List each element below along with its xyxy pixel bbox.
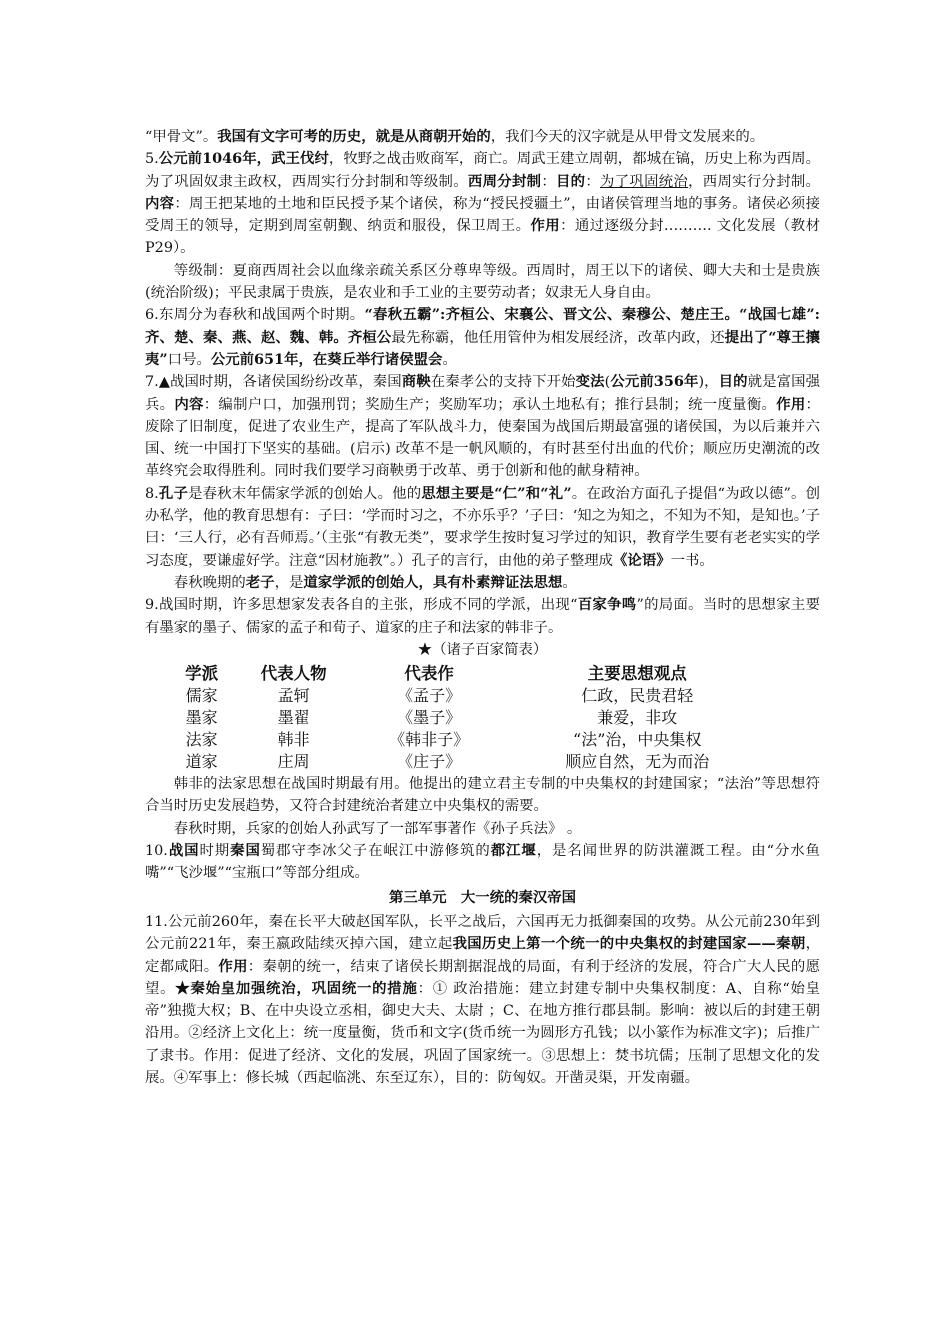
paragraph-sun-zi: 春秋时期，兵家的创始人孙武写了一部军事著作《孙子兵法》 。 <box>173 820 582 837</box>
text: ：秦朝的统一，结束了诸侯长期割据混战的局面，有利于经济的发展，符合广大人民的愿望。 <box>145 958 820 997</box>
bold-text: ★秦始皇加强统治，巩固统一的措施 <box>175 979 418 997</box>
bold-text: 我国有文字可考的历史，就是从商朝开始的 <box>217 128 491 145</box>
table-row <box>171 729 771 751</box>
text: ： <box>541 173 556 190</box>
text: 5. <box>145 151 159 168</box>
text: ，西周实行分封制。 <box>688 173 820 190</box>
bold-text: 作用 <box>530 217 561 235</box>
paragraph-5-western-zhou <box>145 148 820 259</box>
paragraph-10-dujiangyan <box>145 840 820 885</box>
bold-text: 作用 <box>218 957 248 975</box>
text: 时期 <box>199 843 231 860</box>
text: ，我们今天的汉字就是从甲骨文发展来的。 <box>490 129 765 145</box>
table-cell: “法”治，中央集权 <box>573 730 702 750</box>
text: 就是富国强兵。 <box>145 374 820 413</box>
table-cell: 《孟子》 <box>397 686 462 706</box>
table-cell: 庄周 <box>277 752 310 772</box>
text: 在秦孝公的支持下开始 <box>430 374 576 391</box>
text: 11.公元前260年，秦在长平大破赵国军队，长平之战后，六国再无力抵御秦国的攻势。从公元前230年到公元前221年，秦王嬴政陆续灭掉六国，建立起 <box>145 913 820 953</box>
text: 7.▲战国时期，各诸侯国纷纷改革，秦国 <box>145 374 402 391</box>
text: ：废除了旧制度，促进了农业生产，提高了军队战斗力，使秦国为战国后期最富强的诸侯国，为以后兼并六国、统一中国打下坚实的基础。(启示) 改革不是一帆风顺的，有时甚至付出血的代价；顺应历史潮流的改革终究会取得胜利。同时我们要学习商鞅勇于改革、勇于创新和他的献身精神。 <box>145 396 820 480</box>
table-cell: 兼爱，非攻 <box>597 708 678 728</box>
table-cell: 法家 <box>185 730 218 750</box>
table-cell: 孟轲 <box>277 686 310 706</box>
text: ，定都咸阳。 <box>145 936 821 975</box>
bold-text: 西周分封制 <box>467 172 542 190</box>
table-cell: 墨翟 <box>277 708 310 728</box>
table-row <box>171 685 771 707</box>
text: 8. <box>145 485 159 502</box>
text: “甲骨文”。 <box>145 129 218 145</box>
unit-heading: 第三单元 大一统的秦汉帝国 <box>388 888 577 906</box>
text: 10. <box>145 843 168 860</box>
bold-text: 我国历史上第一个统一的中央集权的封建国家——秦朝 <box>452 935 806 953</box>
bold-text: “春秋五霸”:齐桓公、宋襄公、晋文公、秦穆公、楚庄王。“战国七雄”:齐、楚、秦、燕、赵、魏、韩。 <box>145 306 820 346</box>
document-page <box>145 126 820 1089</box>
table-caption: ★（诸子百家简表） <box>417 641 548 658</box>
bold-text: 公元前356年 <box>610 373 699 391</box>
paragraph-8-confucius <box>145 483 820 572</box>
table-cell: 《庄子》 <box>397 752 462 772</box>
bold-text: 老子 <box>245 573 275 591</box>
text: 6.东周分为春秋和战国两个时期。 <box>145 307 365 324</box>
text: 口号。 <box>167 351 211 368</box>
table-cell: 韩非 <box>277 730 310 750</box>
table-cell: 墨家 <box>185 708 218 728</box>
bold-text: 《论语》 <box>613 551 671 569</box>
paragraph-7-shang-yang <box>145 371 820 482</box>
schools-table <box>171 663 771 773</box>
column-header-figure: 代表人物 <box>260 664 327 684</box>
underlined-text: 为了巩固统治 <box>600 173 689 190</box>
text: ，是名闻世界的防洪灌溉工程。由“分水鱼嘴”“飞沙堰”“宝瓶口”等部分组成。 <box>145 843 820 882</box>
text: ：周王把某地的土地和臣民授予某个诸侯，称为“授民授疆土”，由诸侯管理当地的事务。诸侯必须接受周王的领导，定期到周室朝觐、纳贡和服役，保卫周王。 <box>145 195 820 235</box>
text: 最先称霸，他任用管仲为相发展经济，改革内政，还 <box>391 329 725 346</box>
text: ：编制户口，加强刑罚；奖励生产；奖励军功；承认土地私有；推行县制；统一度量衡。 <box>203 396 777 413</box>
table-cell: 仁政，民贵君轻 <box>581 686 694 706</box>
paragraph-laozi <box>145 572 820 594</box>
text: ( <box>604 374 611 391</box>
paragraph-6-eastern-zhou <box>145 304 820 371</box>
table-header-row <box>171 663 771 685</box>
text: ：① 政治措施：建立封建专制中央集权制度：A、自称“始皇帝”独揽大权；B、在中央设立丞相，御史大夫、太尉 ；C、在地方推行郡县制。影响：被以后的封建王朝沿用。②经济上文化上：统一度量衡，货币和文字(货币统一为圆形方孔钱；以小篆作为标准文字)；后推广了隶书。作用：促进了经济、文化的发展，巩固了国家统一。③思想上：焚书坑儒；压制了思想文化的发展。④军事上：修长城（西起临洮、东至辽东），目的：防匈奴。开凿灵渠，开发南疆。 <box>145 980 820 1086</box>
text: 。 <box>442 351 457 368</box>
table-row <box>171 707 771 729</box>
bold-text: 内容 <box>174 395 204 413</box>
bold-text: 目的 <box>556 172 586 190</box>
text: 春秋晚期的 <box>173 574 246 591</box>
table-cell: 《韩非子》 <box>389 730 470 750</box>
bold-text: 都江堰 <box>490 842 537 860</box>
bold-text: 内容 <box>145 194 175 212</box>
column-header-ideas: 主要思想观点 <box>587 664 687 684</box>
bold-text: 道家学派的创始人，具有朴素辩证法思想 <box>303 573 563 591</box>
paragraph-9-hundred-schools <box>145 594 820 639</box>
bold-text: 秦国 <box>230 842 261 860</box>
paragraph-han-fei: 韩非的法家思想在战国时期最有用。他提出的建立君主专制的中央集权的封建国家；“法治”等思想符合当时历史发展趋势，又符合封建统治者建立中央集权的需要。 <box>145 776 820 815</box>
bold-text: 公元前651年，在葵丘举行诸侯盟会 <box>210 350 443 368</box>
paragraph-rank-system: 等级制：夏商西周社会以血缘亲疏关系区分尊卑等级。西周时，周王以下的诸侯、卿大夫和士是贵族(统治阶级)；平民隶属于贵族，是农业和手工业的主要劳动者；奴隶无人身自由。 <box>145 262 820 302</box>
text: 。 <box>562 574 577 591</box>
paragraph-oracle-bone <box>145 126 820 148</box>
bold-text: 变法 <box>575 373 605 391</box>
text: 一书。 <box>670 552 714 569</box>
text: 蜀郡守李冰父子在岷江中游修筑的 <box>260 843 491 860</box>
bold-text: 商鞅 <box>401 373 431 391</box>
text: ”的局面。当时的思想家主要有墨家的墨子、儒家的孟子和荀子、道家的庄子和法家的韩非子。 <box>145 597 820 636</box>
paragraph-11-qin-unification <box>145 911 820 1089</box>
text: 。在政治方面孔子提倡“为政以德”。创办私学，他的教育思想有：子曰：‘学而时习之，不亦乐乎？’子曰：‘知之为知之，不知为不知，是知也。’子曰：‘三人行，必有吾师焉。’（主张“有教无类”，要求学生按时复习学过的知识，教育学生要有老老实实的学习态度，要谦虚好学。注意“因材施教”。）孔子的言行，由他的弟子整理成 <box>145 485 820 569</box>
table-cell: 儒家 <box>185 686 218 706</box>
bold-text: 目的 <box>718 373 748 391</box>
column-header-work: 代表作 <box>404 664 454 684</box>
bold-text: 作用 <box>776 395 806 413</box>
text: ，牧野之战击败商军，商亡。周武王建立周朝，都城在镐，历史上称为西周。为了巩固奴隶主政权，西周实行分封制和等级制。 <box>145 151 820 190</box>
text: 是春秋末年儒家学派的创始人。他的 <box>188 485 422 502</box>
text: )， <box>698 374 719 391</box>
table-cell: 《墨子》 <box>397 708 462 728</box>
text: ：通过逐级分封………. 文化发展（教材P29）。 <box>145 218 820 257</box>
table-cell: 顺应自然，无为而治 <box>565 752 710 772</box>
text: ，是 <box>274 574 304 591</box>
text: ： <box>585 173 601 190</box>
bold-text: 百家争鸣 <box>577 596 637 614</box>
table-cell: 道家 <box>185 752 218 772</box>
text: 9.战国时期，许多思想家发表各自的主张，形成不同的学派，出现“ <box>145 597 578 614</box>
bold-text: 公元前1046年，武王伐纣 <box>158 150 329 168</box>
bold-text: 战国 <box>167 842 200 860</box>
table-row <box>171 751 771 773</box>
bold-text: 齐桓公 <box>347 328 392 346</box>
bold-text: 思想主要是“仁”和“礼” <box>421 484 572 502</box>
bold-text: 提出了“尊王攘夷” <box>145 328 820 368</box>
column-header-school: 学派 <box>185 664 219 684</box>
bold-text: 孔子 <box>158 484 189 502</box>
